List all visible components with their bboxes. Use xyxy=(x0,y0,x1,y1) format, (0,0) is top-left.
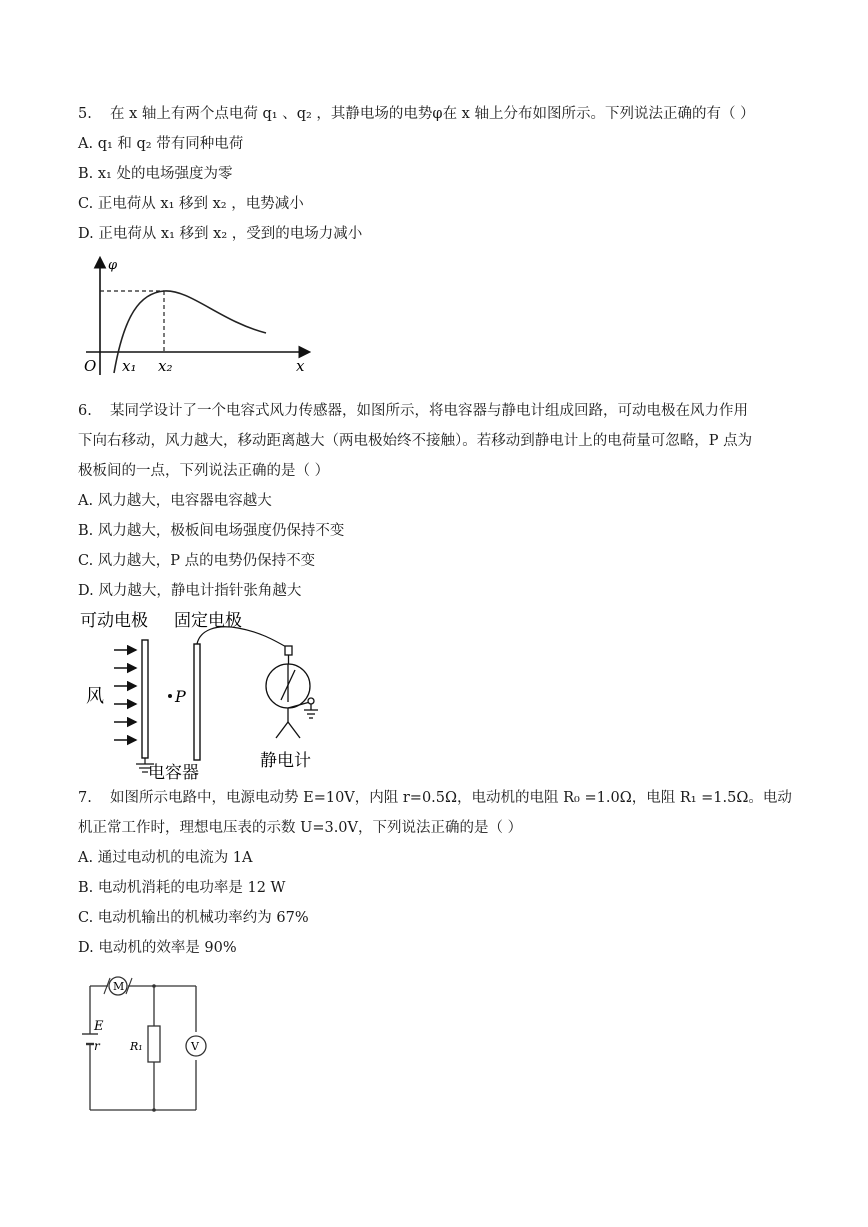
q5-stem xyxy=(78,104,755,124)
q7-circuit-diagram xyxy=(80,970,230,1116)
q5-option-a: A. q₁ 和 q₂ 带有同种电荷 xyxy=(78,136,244,152)
q7-number: 7. xyxy=(78,790,92,806)
q5-x2-label: x₂ xyxy=(158,357,173,375)
q7-option-b: B. 电动机消耗的电功率是 12 W xyxy=(78,880,286,896)
q6-stem-1 xyxy=(78,401,748,421)
q7-option-a: A. 通过电动机的电流为 1A xyxy=(78,850,253,866)
q6-fixed-label: 固定电极 xyxy=(174,611,242,631)
q5-option-d: D. 正电荷从 x₁ 移到 x₂ ，受到的电场力减小 xyxy=(78,226,363,242)
q6-option-b: B. 风力越大，极板间电场强度仍保持不变 xyxy=(78,523,345,539)
q7-internal-label: r xyxy=(94,1039,100,1053)
q5-option-c: C. 正电荷从 x₁ 移到 x₂ ，电势减小 xyxy=(78,196,304,212)
q6-stem-3: 极板间的一点，下列说法正确的是（ ） xyxy=(78,463,330,479)
q7-voltmeter-label: V xyxy=(191,1040,199,1053)
q5-option-b: B. x₁ 处的电场强度为零 xyxy=(78,166,233,182)
q7-emf-label: E xyxy=(94,1019,104,1034)
q7-option-c: C. 电动机输出的机械功率约为 67% xyxy=(78,910,309,926)
q5-potential-curve xyxy=(114,291,266,373)
q5-potential-graph xyxy=(80,255,320,380)
q7-stem-text-1: 如图所示电路中，电源电动势 E=10V，内阻 r=0.5Ω，电动机的电阻 R₀ =1.0Ω，电阻 R₁ =1.5Ω。电动 xyxy=(110,790,792,806)
q6-option-c: C. 风力越大，P 点的电势仍保持不变 xyxy=(78,553,316,569)
q6-point-p-label: P xyxy=(175,687,186,706)
q5-number: 5. xyxy=(78,106,92,122)
q6-point-p-dot xyxy=(168,694,172,698)
q6-wind-label: 风 xyxy=(86,686,104,707)
q6-movable-plate xyxy=(142,640,148,758)
q6-wind-arrows xyxy=(114,650,136,740)
q7-motor-label: M xyxy=(113,980,125,993)
q7-motor-icon xyxy=(104,977,132,995)
q7-stem-2: 机正常工作时，理想电压表的示数 U=3.0V，下列说法正确的是（ ） xyxy=(78,820,523,836)
q5-origin-label: O xyxy=(84,357,97,375)
q7-voltmeter-icon xyxy=(186,1036,206,1056)
q7-option-d: D. 电动机的效率是 90% xyxy=(78,940,237,956)
q7-stem-1 xyxy=(78,788,792,808)
q5-phi-label: φ xyxy=(108,258,118,273)
q5-x-label: x xyxy=(296,357,305,375)
q6-electrometer-icon xyxy=(266,646,318,738)
q6-electrometer-label: 静电计 xyxy=(260,751,311,771)
q7-resistor-icon xyxy=(148,1026,160,1062)
q6-stem-text-1: 某同学设计了一个电容式风力传感器，如图所示，将电容器与静电计组成回路，可动电极在风力作用 xyxy=(110,403,748,419)
q6-number: 6. xyxy=(78,403,92,419)
q6-option-a: A. 风力越大，电容器电容越大 xyxy=(78,493,272,509)
q6-sensor-diagram xyxy=(78,606,348,782)
q5-x1-label: x₁ xyxy=(122,357,137,375)
q7-resistor-label: R₁ xyxy=(130,1040,143,1053)
q6-fixed-plate xyxy=(194,644,200,760)
q6-capacitor-label: 电容器 xyxy=(148,763,199,782)
q6-stem-2: 下向右移动，风力越大，移动距离越大（两电极始终不接触）。若移动到静电计上的电荷量可忽略，P 点为 xyxy=(78,433,753,449)
q6-movable-label: 可动电极 xyxy=(80,611,148,631)
q5-stem-text: 在 x 轴上有两个点电荷 q₁ 、q₂ ，其静电场的电势φ在 x 轴上分布如图所示。下列说法正确的有（ ） xyxy=(110,106,755,122)
q6-option-d: D. 风力越大，静电计指针张角越大 xyxy=(78,583,302,599)
